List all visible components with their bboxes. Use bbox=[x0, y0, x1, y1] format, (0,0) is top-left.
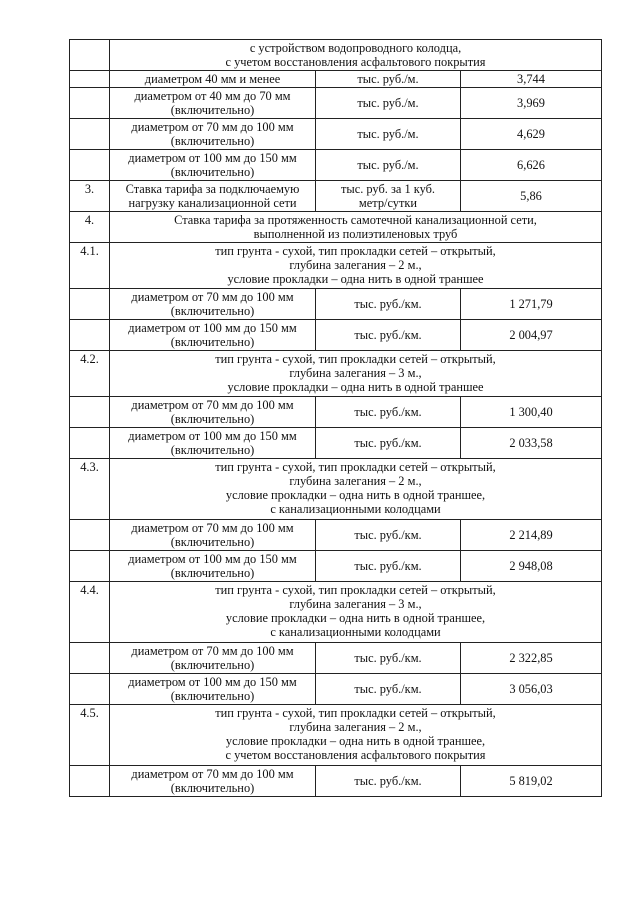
item-description bbox=[110, 88, 316, 119]
row-number: 4.4. bbox=[70, 582, 110, 643]
row-number: 4. bbox=[70, 212, 110, 243]
table-row bbox=[70, 119, 602, 150]
table-row bbox=[70, 674, 602, 705]
table-row bbox=[70, 397, 602, 428]
value-cell: 3,969 bbox=[461, 88, 602, 119]
text-line: тип грунта - сухой, тип прокладки сетей – открытый, bbox=[215, 460, 496, 474]
text-line: (включительно) bbox=[170, 566, 255, 580]
section-title bbox=[110, 351, 602, 397]
text-line: Ставка тарифа за подключаемую bbox=[125, 182, 300, 196]
value-cell: 2 004,97 bbox=[461, 320, 602, 351]
text-line: тыс. руб. за 1 куб. bbox=[340, 182, 436, 196]
row-number bbox=[70, 674, 110, 705]
unit-cell bbox=[316, 181, 461, 212]
value-cell: 6,626 bbox=[461, 150, 602, 181]
text-line: (включительно) bbox=[170, 335, 255, 349]
unit-cell: тыс. руб./км. bbox=[316, 320, 461, 351]
text-line: диаметром от 100 мм до 150 мм bbox=[128, 151, 297, 165]
value-cell: 2 214,89 bbox=[461, 520, 602, 551]
value-cell: 5 819,02 bbox=[461, 766, 602, 797]
text-line: тип грунта - сухой, тип прокладки сетей – открытый, bbox=[215, 583, 496, 597]
text-line: диаметром от 70 мм до 100 мм bbox=[131, 767, 294, 781]
row-number: 4.1. bbox=[70, 243, 110, 289]
row-number: 4.2. bbox=[70, 351, 110, 397]
text-line: с учетом восстановления асфальтового покрытия bbox=[225, 55, 486, 69]
unit-cell: тыс. руб./км. bbox=[316, 397, 461, 428]
value-cell: 3 056,03 bbox=[461, 674, 602, 705]
text-line: с канализационными колодцами bbox=[270, 625, 441, 639]
table-row bbox=[70, 150, 602, 181]
unit-cell: тыс. руб./км. bbox=[316, 674, 461, 705]
row-number bbox=[70, 289, 110, 320]
row-number bbox=[70, 766, 110, 797]
text-line: диаметром от 100 мм до 150 мм bbox=[128, 321, 297, 335]
section-title bbox=[110, 459, 602, 520]
text-line: диаметром 40 мм и менее bbox=[144, 72, 281, 86]
text-line: (включительно) bbox=[170, 535, 255, 549]
unit-cell: тыс. руб./м. bbox=[316, 88, 461, 119]
text-line: глубина залегания – 3 м., bbox=[289, 597, 422, 611]
text-line: диаметром от 100 мм до 150 мм bbox=[128, 675, 297, 689]
row-number bbox=[70, 119, 110, 150]
text-line: глубина залегания – 3 м., bbox=[289, 366, 422, 380]
tariff-table bbox=[69, 39, 602, 797]
text-line: условие прокладки – одна нить в одной траншее bbox=[227, 272, 484, 286]
text-line: (включительно) bbox=[170, 165, 255, 179]
item-description bbox=[110, 428, 316, 459]
text-line: тип грунта - сухой, тип прокладки сетей – открытый, bbox=[215, 352, 496, 366]
table-row bbox=[70, 520, 602, 551]
section-row bbox=[70, 459, 602, 520]
section-row bbox=[70, 243, 602, 289]
item-description bbox=[110, 551, 316, 582]
table-row bbox=[70, 71, 602, 88]
unit-cell: тыс. руб./м. bbox=[316, 71, 461, 88]
text-line: тип грунта - сухой, тип прокладки сетей – открытый, bbox=[215, 706, 496, 720]
section-row bbox=[70, 212, 602, 243]
table-row bbox=[70, 320, 602, 351]
table-row bbox=[70, 643, 602, 674]
item-description bbox=[110, 150, 316, 181]
text-line: диаметром от 100 мм до 150 мм bbox=[128, 429, 297, 443]
text-line: диаметром от 70 мм до 100 мм bbox=[131, 290, 294, 304]
row-number bbox=[70, 88, 110, 119]
text-line: глубина залегания – 2 м., bbox=[289, 474, 422, 488]
item-description bbox=[110, 674, 316, 705]
table-row bbox=[70, 289, 602, 320]
text-line: с устройством водопроводного колодца, bbox=[249, 41, 462, 55]
text-line: диаметром от 70 мм до 100 мм bbox=[131, 120, 294, 134]
unit-cell: тыс. руб./км. bbox=[316, 428, 461, 459]
text-line: глубина залегания – 2 м., bbox=[289, 720, 422, 734]
text-line: (включительно) bbox=[170, 658, 255, 672]
text-line: условие прокладки – одна нить в одной траншее bbox=[227, 380, 484, 394]
row-number bbox=[70, 71, 110, 88]
value-cell: 2 322,85 bbox=[461, 643, 602, 674]
value-cell: 1 300,40 bbox=[461, 397, 602, 428]
row-number bbox=[70, 520, 110, 551]
row-number bbox=[70, 643, 110, 674]
text-line: (включительно) bbox=[170, 781, 255, 795]
text-line: диаметром от 40 мм до 70 мм bbox=[134, 89, 291, 103]
text-line: Ставка тарифа за протяженность самотечной канализационной сети, bbox=[174, 213, 537, 227]
item-description bbox=[110, 71, 316, 88]
item-description bbox=[110, 766, 316, 797]
value-cell: 4,629 bbox=[461, 119, 602, 150]
text-line: метр/сутки bbox=[358, 196, 418, 210]
unit-cell: тыс. руб./км. bbox=[316, 520, 461, 551]
text-line: диаметром от 70 мм до 100 мм bbox=[131, 644, 294, 658]
unit-cell: тыс. руб./км. bbox=[316, 551, 461, 582]
value-cell: 2 948,08 bbox=[461, 551, 602, 582]
value-cell: 5,86 bbox=[461, 181, 602, 212]
text-line: условие прокладки – одна нить в одной траншее, bbox=[225, 488, 486, 502]
row-number bbox=[70, 397, 110, 428]
item-description bbox=[110, 397, 316, 428]
row-number bbox=[70, 428, 110, 459]
text-line: (включительно) bbox=[170, 103, 255, 117]
row-number bbox=[70, 150, 110, 181]
value-cell: 2 033,58 bbox=[461, 428, 602, 459]
section-title bbox=[110, 705, 602, 766]
section-row bbox=[70, 351, 602, 397]
text-line: диаметром от 100 мм до 150 мм bbox=[128, 552, 297, 566]
unit-cell: тыс. руб./км. bbox=[316, 289, 461, 320]
table-row bbox=[70, 181, 602, 212]
text-line: с канализационными колодцами bbox=[270, 502, 441, 516]
section-title bbox=[110, 582, 602, 643]
row-number bbox=[70, 320, 110, 351]
text-line: тип грунта - сухой, тип прокладки сетей – открытый, bbox=[215, 244, 496, 258]
text-line: нагрузку канализационной сети bbox=[128, 196, 297, 210]
text-line: выполненной из полиэтиленовых труб bbox=[253, 227, 458, 241]
unit-cell: тыс. руб./км. bbox=[316, 643, 461, 674]
text-line: (включительно) bbox=[170, 443, 255, 457]
item-description bbox=[110, 181, 316, 212]
text-line: (включительно) bbox=[170, 412, 255, 426]
section-title bbox=[110, 212, 602, 243]
item-description bbox=[110, 320, 316, 351]
row-number: 4.3. bbox=[70, 459, 110, 520]
section-row bbox=[70, 40, 602, 71]
item-description bbox=[110, 289, 316, 320]
section-title bbox=[110, 40, 602, 71]
unit-cell: тыс. руб./км. bbox=[316, 766, 461, 797]
text-line: диаметром от 70 мм до 100 мм bbox=[131, 521, 294, 535]
tariff-table-body bbox=[70, 40, 602, 797]
value-cell: 3,744 bbox=[461, 71, 602, 88]
text-line: условие прокладки – одна нить в одной траншее, bbox=[225, 734, 486, 748]
item-description bbox=[110, 643, 316, 674]
unit-cell: тыс. руб./м. bbox=[316, 119, 461, 150]
text-line: диаметром от 70 мм до 100 мм bbox=[131, 398, 294, 412]
item-description bbox=[110, 119, 316, 150]
text-line: (включительно) bbox=[170, 134, 255, 148]
text-line: (включительно) bbox=[170, 689, 255, 703]
section-title bbox=[110, 243, 602, 289]
row-number: 3. bbox=[70, 181, 110, 212]
text-line: глубина залегания – 2 м., bbox=[289, 258, 422, 272]
unit-cell: тыс. руб./м. bbox=[316, 150, 461, 181]
value-cell: 1 271,79 bbox=[461, 289, 602, 320]
text-line: с учетом восстановления асфальтового покрытия bbox=[225, 748, 486, 762]
table-row bbox=[70, 766, 602, 797]
row-number bbox=[70, 40, 110, 71]
item-description bbox=[110, 520, 316, 551]
table-row bbox=[70, 88, 602, 119]
row-number bbox=[70, 551, 110, 582]
table-row bbox=[70, 551, 602, 582]
text-line: (включительно) bbox=[170, 304, 255, 318]
row-number: 4.5. bbox=[70, 705, 110, 766]
section-row bbox=[70, 582, 602, 643]
text-line: условие прокладки – одна нить в одной траншее, bbox=[225, 611, 486, 625]
section-row bbox=[70, 705, 602, 766]
table-row bbox=[70, 428, 602, 459]
